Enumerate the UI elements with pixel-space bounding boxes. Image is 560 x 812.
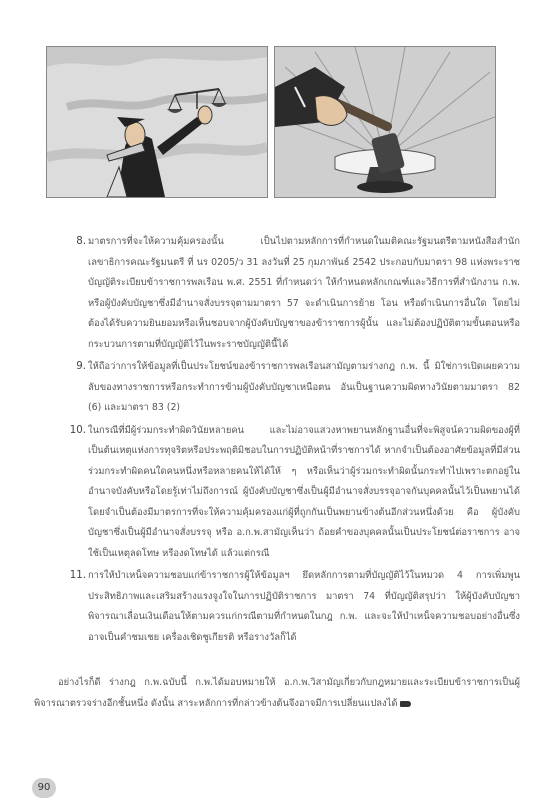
page-number: 90 <box>32 778 56 798</box>
list-item <box>60 357 520 419</box>
list-item-text: การให้บำเหน็จความชอบแก่ข้าราชการผู้ให้ข้อมูลฯ ยึดหลักการตามที่บัญญัติไว้ในหมวด 4 การเพิ่มพูนประสิทธิภาพและเสริมสร้างแรงจูงใจในการปฏิบัติราชการ มาตรา 74 ที่บัญญัติสรุปว่า ให้ผู้บังคับบัญชาพิจารณาเลื่อนเงินเดือนให้ตามควรแก่กรณีตามที่กำหนดในกฎ ก.พ. และจะให้บำเหน็จความชอบอย่างอื่นซึ่งอาจเป็นคำชมเชย เครื่องเชิดชูเกียรติ หรือรางวัลก็ได้ <box>88 570 520 643</box>
numbered-list <box>60 232 520 650</box>
list-item-number: 8. <box>76 236 86 247</box>
end-mark-icon <box>400 701 411 707</box>
illustration-gavel <box>274 46 496 198</box>
list-item-number: 9. <box>76 361 86 372</box>
closing-text: อย่างไรก็ดี ร่างกฎ ก.พ.ฉบับนี้ ก.พ.ได้มอบหมายให้ อ.ก.พ.วิสามัญเกี่ยวกับกฎหมายและระเบียบข้าราชการเป็นผู้พิจารณาตรวจร่างอีกชั้นหนึ่ง ดังนั้น สาระหลักการที่กล่าวข้างต้นจึงอาจมีการเปลี่ยนแปลงได้ <box>34 677 520 709</box>
list-item-number: 10. <box>69 424 86 436</box>
list-item-number: 11. <box>69 570 86 581</box>
list-item-text: ในกรณีที่มีผู้ร่วมกระทำผิดวินัยหลายคน และไม่อาจแสวงหาพยานหลักฐานอื่นที่จะพิสูจน์ความผิดของผู้ที่เป็นต้นเหตุแห่งการทุจริตหรือประพฤติมิชอบในการปฏิบัติหน้าที่ราชการได้ หากจำเป็นต้องอาศัยข้อมูลที่มีส่วนร่วมกระทำผิดคนใดคนหนึ่งหรือหลายคนให้ได้ให้ ๆ หรือเห็นว่าผู้ร่วมกระทำผิดนั้นกระทำไปเพราะตกอยู่ในอำนาจบังคับหรือโดยรู้เท่าไม่ถึงการณ์ ผู้บังคับบัญชาซึ่งเป็นผู้มีอำนาจสั่งบรรจุอาจกันบุคคลนั้นไว้เป็นพยานได้ โดยจำเป็นต้องมีมาตรการที่จะให้ความคุ้มครองแก่ผู้ที่ถูกกันเป็นพยานข้างต้นอีกส่วนหนึ่งด้วย คือ ผู้บังคับบัญชาซึ่งเป็นผู้มีอำนาจสั่งบรรจุ หรือ อ.ก.พ.สามัญเห็นว่า ถ้อยคำของบุคคลนั้นเป็นประโยชน์ต่อราชการ อาจใช้เป็นเหตุลดโทษ หรืองดโทษได้ แล้วแต่กรณี <box>88 424 520 559</box>
illustration-justice-scale <box>46 46 268 198</box>
list-item-text: มาตรการที่จะให้ความคุ้มครองนั้น เป็นไปตามหลักการที่กำหนดในมติคณะรัฐมนตรีตามหนังสือสำนักเลขาธิการคณะรัฐมนตรี ที่ นร 0205/ว 31 ลงวันที่ 25 กุมภาพันธ์ 2542 ประกอบกับมาตรา 98 แห่งพระราชบัญญัติระเบียบข้าราชการพลเรือน พ.ศ. 2551 ที่กำหนดว่า ให้กำหนดหลักเกณฑ์และวิธีการที่สำนักงาน ก.พ. หรือผู้บังคับบัญชาซึ่งมีอำนาจสั่งบรรจุตามมาตรา 57 จะดำเนินการย้าย โอน หรือดำเนินการอื่นใด โดยไม่ต้องได้รับความยินยอมหรือเห็นชอบจากผู้บังคับบัญชาของข้าราชการผู้นั้น และไม่ต้องปฏิบัติตามขั้นตอนหรือกระบวนการตามที่บัญญัติไว้ในพระราชบัญญัตินี้ได้ <box>88 236 520 350</box>
closing-paragraph <box>34 672 520 714</box>
list-item-text: ให้ถือว่าการให้ข้อมูลที่เป็นประโยชน์ของข้าราชการพลเรือนสามัญตามร่างกฎ ก.พ. นี้ มิใช่การเปิดเผยความลับของทางราชการหรือกระทำการข้ามผู้บังคับบัญชาเหนือตน อันเป็นฐานความผิดทางวินัยตามมาตรา 82 (6) และมาตรา 83 (2) <box>88 361 520 413</box>
list-item <box>60 566 520 648</box>
list-item <box>60 232 520 355</box>
list-item <box>60 421 520 565</box>
